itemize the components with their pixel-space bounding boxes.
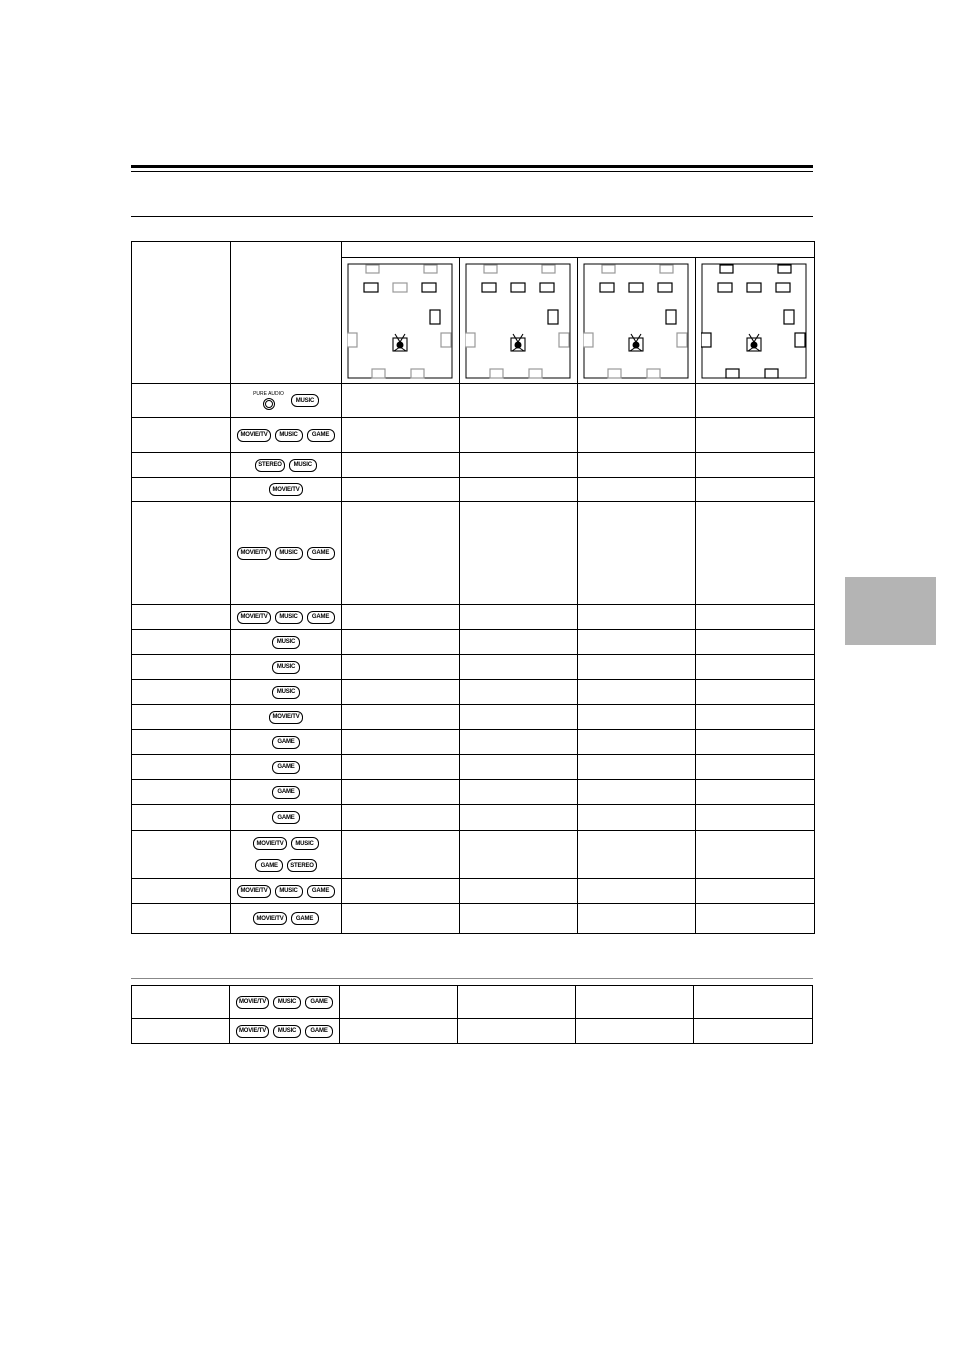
surround-left-speaker-icon xyxy=(701,333,711,347)
surround-right-speaker-icon xyxy=(559,333,569,347)
mode-name-cell xyxy=(132,805,231,831)
mode-name-cell xyxy=(132,705,231,730)
speaker-layout-cell xyxy=(460,831,578,879)
mode-name-cell xyxy=(132,418,231,453)
speaker-layout-cell xyxy=(694,986,813,1019)
speaker-layout-cell xyxy=(460,418,578,453)
section-rule xyxy=(131,216,813,217)
speaker-layout-cell xyxy=(460,680,578,705)
speaker-layout-cell xyxy=(578,418,696,453)
speaker-layout-cell xyxy=(578,730,696,755)
speaker-layout-cell xyxy=(460,904,578,934)
speaker-layout-cell xyxy=(342,904,460,934)
listening-mode-table xyxy=(131,241,815,934)
button-group xyxy=(231,786,341,799)
speaker-layout-cell xyxy=(696,705,815,730)
remote-button-cell xyxy=(231,805,342,831)
button-group xyxy=(231,483,341,496)
surround-right-speaker-icon xyxy=(677,333,687,347)
subwoofer-icon xyxy=(784,310,794,324)
speaker-layout-cell xyxy=(696,605,815,630)
listening-mode-row xyxy=(132,730,815,755)
speaker-layout-cell xyxy=(342,730,460,755)
speaker-layout-cell xyxy=(342,502,460,605)
speaker-layout-diagram xyxy=(701,263,807,379)
listening-mode-row xyxy=(132,384,815,418)
mode-name-cell xyxy=(132,780,231,805)
game-button[interactable]: GAME xyxy=(307,429,335,442)
remote-button-cell xyxy=(231,502,342,605)
mode-name-cell xyxy=(132,453,231,478)
remote-button-cell xyxy=(231,831,342,879)
pure-audio-knob-icon xyxy=(263,398,275,410)
mode-name-cell xyxy=(132,478,231,502)
button-group xyxy=(231,547,341,560)
speaker-layout-cell xyxy=(578,780,696,805)
remote-button-cell xyxy=(231,780,342,805)
button-group xyxy=(230,996,339,1009)
surround-back-left-speaker-icon xyxy=(726,369,739,378)
speaker-layout-cell xyxy=(696,630,815,655)
second-listening-mode-table xyxy=(131,985,813,1044)
speaker-layout-cell xyxy=(696,478,815,502)
front-right-speaker-icon xyxy=(540,283,554,292)
speaker-diagram-cell xyxy=(460,258,578,384)
surround-back-left-speaker-icon xyxy=(490,369,503,378)
front-right-speaker-icon xyxy=(776,283,790,292)
music-button[interactable]: MUSIC xyxy=(272,636,300,649)
speaker-layout-cell xyxy=(342,418,460,453)
game-button[interactable]: GAME xyxy=(272,786,300,799)
movie-tv-button[interactable]: MOVIE/TV xyxy=(236,996,269,1009)
speaker-diagram-cell xyxy=(342,258,460,384)
top-heavy-rule xyxy=(131,165,813,168)
speaker-diagram xyxy=(347,263,454,379)
button-group xyxy=(251,837,321,872)
speaker-layout-cell xyxy=(578,831,696,879)
speaker-layout-cell xyxy=(696,730,815,755)
game-button[interactable]: GAME xyxy=(272,761,300,774)
surround-back-right-speaker-icon xyxy=(765,369,778,378)
music-button[interactable]: MUSIC xyxy=(291,394,319,407)
surround-back-left-speaker-icon xyxy=(608,369,621,378)
front-high-left-speaker-icon xyxy=(720,265,733,273)
button-group xyxy=(231,392,341,410)
speaker-layout-diagram xyxy=(583,263,689,379)
listening-mode-row xyxy=(132,502,815,605)
speaker-layout-cell xyxy=(578,655,696,680)
speaker-layout-cell xyxy=(696,655,815,680)
remote-button-cell xyxy=(231,630,342,655)
speaker-layout-cell xyxy=(460,730,578,755)
speaker-layout-cell xyxy=(460,605,578,630)
remote-button-cell xyxy=(231,904,342,934)
speaker-layout-cell xyxy=(342,680,460,705)
speaker-layout-cell xyxy=(458,1019,576,1044)
speaker-layout-cell xyxy=(342,384,460,418)
surround-left-speaker-icon xyxy=(583,333,593,347)
surround-back-right-speaker-icon xyxy=(529,369,542,378)
music-button[interactable]: MUSIC xyxy=(289,459,317,472)
game-button[interactable]: GAME xyxy=(307,885,335,898)
stereo-button[interactable]: STEREO xyxy=(255,459,284,472)
speaker-layout-cell xyxy=(342,831,460,879)
button-group xyxy=(231,885,341,898)
table-header-row xyxy=(132,242,815,258)
button-group xyxy=(231,686,341,699)
movie-tv-button[interactable]: MOVIE/TV xyxy=(253,912,286,925)
speaker-layout-cell xyxy=(578,879,696,904)
listening-mode-row xyxy=(132,680,815,705)
remote-button-cell xyxy=(231,755,342,780)
speaker-layout-cell xyxy=(696,680,815,705)
front-left-speaker-icon xyxy=(600,283,614,292)
speaker-layout-cell xyxy=(578,904,696,934)
speaker-layout-cell xyxy=(340,986,458,1019)
center-speaker-icon xyxy=(747,283,761,292)
center-speaker-icon xyxy=(511,283,525,292)
chapter-side-tab xyxy=(845,577,936,645)
subwoofer-icon xyxy=(666,310,676,324)
speaker-layout-cell xyxy=(576,1019,694,1044)
speaker-layout-cell xyxy=(696,453,815,478)
game-button[interactable]: GAME xyxy=(307,611,335,624)
listening-mode-row xyxy=(132,655,815,680)
subwoofer-icon xyxy=(430,310,440,324)
button-group xyxy=(231,611,341,624)
movie-tv-button[interactable]: MOVIE/TV xyxy=(237,611,270,624)
game-button[interactable]: GAME xyxy=(305,996,333,1009)
speaker-layout-cell xyxy=(578,502,696,605)
speaker-layout-cell xyxy=(578,705,696,730)
mode-name-cell xyxy=(132,384,231,418)
speaker-layout-cell xyxy=(578,680,696,705)
remote-button-cell xyxy=(231,384,342,418)
speaker-layout-cell xyxy=(694,1019,813,1044)
front-high-left-speaker-icon xyxy=(484,265,497,273)
button-group xyxy=(231,661,341,674)
front-high-right-speaker-icon xyxy=(542,265,555,273)
remote-button-cell xyxy=(231,453,342,478)
surround-right-speaker-icon xyxy=(795,333,805,347)
button-group xyxy=(231,711,341,724)
button-group xyxy=(231,459,341,472)
speaker-layout-cell xyxy=(578,384,696,418)
speaker-diagram-cell xyxy=(696,258,815,384)
listening-mode-row xyxy=(132,630,815,655)
mode-name-cell xyxy=(132,831,231,879)
speaker-layout-cell xyxy=(696,805,815,831)
remote-button-cell xyxy=(231,680,342,705)
speaker-layout-cell xyxy=(342,705,460,730)
listening-mode-row xyxy=(132,831,815,879)
speaker-layout-cell xyxy=(578,630,696,655)
speaker-layout-cell xyxy=(696,502,815,605)
speaker-layout-cell xyxy=(696,755,815,780)
remote-button-cell xyxy=(231,605,342,630)
mode-name-cell xyxy=(132,630,231,655)
surround-left-speaker-icon xyxy=(347,333,357,347)
speaker-layout-cell xyxy=(458,986,576,1019)
speaker-layout-cell xyxy=(342,630,460,655)
mode-name-cell xyxy=(132,605,231,630)
speaker-diagram xyxy=(583,263,690,379)
game-button[interactable]: GAME xyxy=(255,859,283,872)
button-group xyxy=(231,811,341,824)
movie-tv-button[interactable]: MOVIE/TV xyxy=(237,885,270,898)
mode-name-cell xyxy=(132,755,231,780)
speaker-layout-cell xyxy=(340,1019,458,1044)
mode-name-cell xyxy=(132,655,231,680)
speaker-layout-cell xyxy=(460,805,578,831)
pure-audio-button[interactable] xyxy=(253,392,284,410)
remote-button-cell xyxy=(231,879,342,904)
button-group xyxy=(231,636,341,649)
speaker-layout-cell xyxy=(460,630,578,655)
button-group xyxy=(230,1025,339,1038)
mode-name-cell xyxy=(132,1019,230,1044)
speaker-layout-cell xyxy=(342,453,460,478)
button-group xyxy=(231,429,341,442)
speaker-layout-cell xyxy=(342,780,460,805)
speaker-layout-cell xyxy=(460,478,578,502)
speaker-layout-cell xyxy=(342,478,460,502)
speaker-layout-cell xyxy=(696,384,815,418)
listening-mode-row xyxy=(132,705,815,730)
music-button[interactable]: MUSIC xyxy=(275,611,303,624)
front-high-right-speaker-icon xyxy=(424,265,437,273)
game-button[interactable]: GAME xyxy=(272,811,300,824)
remote-button-cell xyxy=(231,478,342,502)
second-table-body xyxy=(132,986,813,1044)
speaker-layout-cell xyxy=(460,384,578,418)
speaker-layout-cell xyxy=(578,605,696,630)
speaker-layout-cell xyxy=(696,879,815,904)
button-group xyxy=(231,736,341,749)
movie-tv-button[interactable]: MOVIE/TV xyxy=(236,1025,269,1038)
speaker-layout-cell xyxy=(578,755,696,780)
mode-name-cell xyxy=(132,986,230,1019)
game-button[interactable]: GAME xyxy=(272,736,300,749)
movie-tv-button[interactable]: MOVIE/TV xyxy=(237,547,270,560)
center-speaker-icon xyxy=(393,283,407,292)
button-group xyxy=(231,912,341,925)
speaker-layout-diagram xyxy=(465,263,571,379)
music-button[interactable]: MUSIC xyxy=(291,837,319,850)
speaker-layout-cell xyxy=(578,453,696,478)
remote-button-cell xyxy=(231,705,342,730)
speaker-layout-cell xyxy=(342,805,460,831)
mode-header-cell xyxy=(132,242,231,384)
surround-back-right-speaker-icon xyxy=(647,369,660,378)
movie-tv-button[interactable]: MOVIE/TV xyxy=(253,837,286,850)
listening-mode-row xyxy=(132,879,815,904)
remote-button-cell xyxy=(231,655,342,680)
second-listening-mode-row xyxy=(132,986,813,1019)
music-button[interactable]: MUSIC xyxy=(275,429,303,442)
front-left-speaker-icon xyxy=(718,283,732,292)
surround-back-left-speaker-icon xyxy=(372,369,385,378)
music-button[interactable]: MUSIC xyxy=(273,1025,301,1038)
speaker-layout-cell xyxy=(578,478,696,502)
front-high-right-speaker-icon xyxy=(660,265,673,273)
listening-mode-row xyxy=(132,904,815,934)
remote-button-cell xyxy=(231,730,342,755)
movie-tv-button[interactable]: MOVIE/TV xyxy=(269,483,302,496)
speaker-layout-cell xyxy=(342,605,460,630)
music-button[interactable]: MUSIC xyxy=(272,686,300,699)
music-button[interactable]: MUSIC xyxy=(275,885,303,898)
speaker-layout-cell xyxy=(460,780,578,805)
speaker-diagram-cell xyxy=(578,258,696,384)
remote-button-cell xyxy=(231,418,342,453)
speaker-layout-header-cell xyxy=(342,242,815,258)
music-button[interactable]: MUSIC xyxy=(275,547,303,560)
speaker-layout-cell xyxy=(342,755,460,780)
button-group xyxy=(231,761,341,774)
movie-tv-button[interactable]: MOVIE/TV xyxy=(237,429,270,442)
surround-left-speaker-icon xyxy=(465,333,475,347)
surround-right-speaker-icon xyxy=(441,333,451,347)
speaker-layout-cell xyxy=(576,986,694,1019)
speaker-layout-cell xyxy=(696,831,815,879)
speaker-layout-cell xyxy=(460,705,578,730)
listening-mode-row xyxy=(132,478,815,502)
speaker-layout-cell xyxy=(696,904,815,934)
listening-mode-row xyxy=(132,605,815,630)
listening-mode-row xyxy=(132,805,815,831)
front-right-speaker-icon xyxy=(658,283,672,292)
speaker-layout-cell xyxy=(460,453,578,478)
front-right-speaker-icon xyxy=(422,283,436,292)
mode-name-cell xyxy=(132,502,231,605)
game-button[interactable]: GAME xyxy=(305,1025,333,1038)
subwoofer-icon xyxy=(548,310,558,324)
speaker-layout-cell xyxy=(460,502,578,605)
remote-button-cell xyxy=(230,986,340,1019)
center-speaker-icon xyxy=(629,283,643,292)
movie-tv-button[interactable]: MOVIE/TV xyxy=(269,711,302,724)
speaker-diagram xyxy=(465,263,572,379)
stereo-button[interactable]: STEREO xyxy=(287,859,316,872)
speaker-layout-cell xyxy=(460,755,578,780)
mode-name-cell xyxy=(132,680,231,705)
game-button[interactable]: GAME xyxy=(291,912,319,925)
button-header-cell xyxy=(231,242,342,384)
speaker-layout-cell xyxy=(696,780,815,805)
music-button[interactable]: MUSIC xyxy=(273,996,301,1009)
speaker-layout-cell xyxy=(460,655,578,680)
remote-button-cell xyxy=(230,1019,340,1044)
speaker-layout-cell xyxy=(460,879,578,904)
second-listening-mode-row xyxy=(132,1019,813,1044)
music-button[interactable]: MUSIC xyxy=(272,661,300,674)
top-thin-rule xyxy=(131,171,813,172)
listening-mode-row xyxy=(132,780,815,805)
second-section-rule xyxy=(131,978,813,979)
front-left-speaker-icon xyxy=(482,283,496,292)
pure-audio-label: PURE AUDIO xyxy=(253,390,284,397)
front-high-left-speaker-icon xyxy=(602,265,615,273)
front-high-right-speaker-icon xyxy=(778,265,791,273)
mode-name-cell xyxy=(132,879,231,904)
mode-name-cell xyxy=(132,730,231,755)
speaker-diagram xyxy=(701,263,809,379)
listening-mode-table-body xyxy=(132,242,815,934)
speaker-layout-cell xyxy=(342,655,460,680)
front-left-speaker-icon xyxy=(364,283,378,292)
surround-back-right-speaker-icon xyxy=(411,369,424,378)
listening-mode-row xyxy=(132,418,815,453)
game-button[interactable]: GAME xyxy=(307,547,335,560)
speaker-layout-cell xyxy=(342,879,460,904)
mode-name-cell xyxy=(132,904,231,934)
front-high-left-speaker-icon xyxy=(366,265,379,273)
speaker-layout-cell xyxy=(578,805,696,831)
listening-mode-row xyxy=(132,453,815,478)
speaker-layout-diagram xyxy=(347,263,453,379)
speaker-layout-cell xyxy=(696,418,815,453)
listening-mode-row xyxy=(132,755,815,780)
